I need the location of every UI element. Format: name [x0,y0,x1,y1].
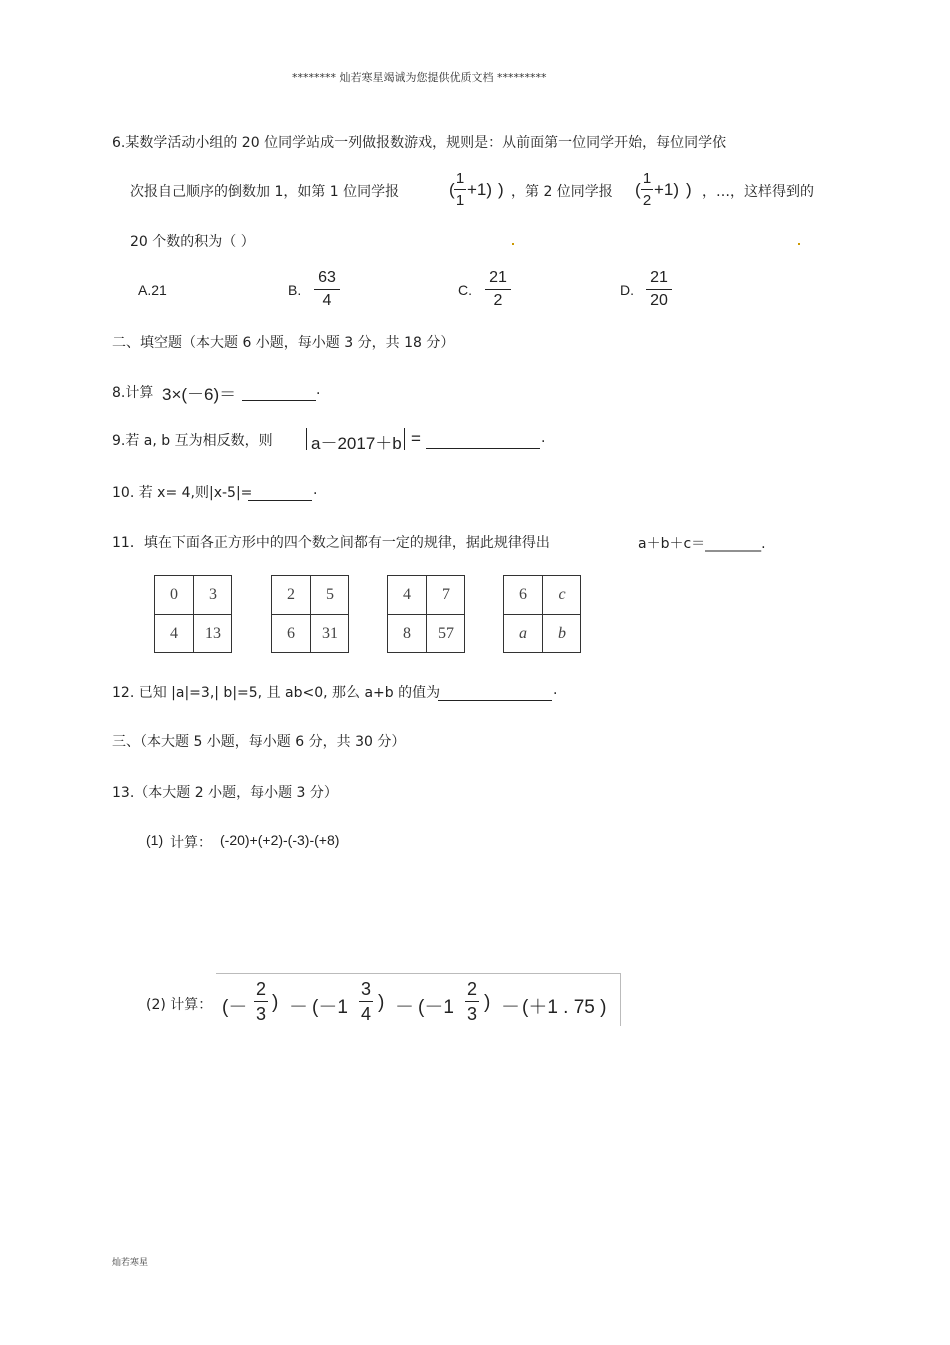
fraction-numerator: 3 [360,979,371,999]
q8-label: 8.计算 [112,385,154,401]
q6-line2b: ，第 2 位同学报 [511,184,613,200]
fraction-bar [454,189,466,190]
square-cell: 31 [322,625,338,642]
q6-option-d-num: 21 [650,269,668,286]
square-cell: 3 [209,586,217,603]
q12-period: . [553,682,558,698]
q6-f2-num: 1 [642,170,652,187]
q9-equals: = [411,429,421,448]
q6-f1-fraction [454,171,466,208]
q6-option-c-fraction [485,270,511,309]
fraction-denominator: 3 [255,1004,266,1024]
square-cell: 8 [403,625,411,642]
q13-p2-minus2: － [395,997,415,1018]
q12-text: 12. 已知 |a|=3,| b|=5, 且 ab<0, 那么 a+b 的值为 [112,685,441,701]
number-square-4 [503,575,581,653]
q12-answer-blank[interactable] [438,684,552,705]
q6-f1-num: 1 [455,170,465,187]
q13-p2-open3: (－1 [418,997,454,1018]
q13-p2-open1: (－ [222,997,248,1018]
q13-p2-close2: ) [378,992,385,1013]
q9-period: . [541,430,546,446]
stray-dot [798,243,800,245]
q6-option-b-label: B. [288,282,302,298]
q13-p2-close3: ) [484,992,491,1013]
number-square-2 [271,575,349,653]
square-cell: 0 [170,586,178,603]
square-cell: c [558,586,566,603]
q6-option-c-den: 2 [493,292,503,309]
q13-part2-box-top [216,973,620,974]
square-cell: 6 [519,586,527,603]
q6-f2-close: ) [686,180,692,199]
q6-line1: 6.某数学活动小组的 20 位同学站成一列做报数游戏，规则是：从前面第一位同学开始，每位同学依 [112,135,727,151]
q6-line2a: 次报自己顺序的倒数加 1，如第 1 位同学报 [130,184,400,200]
q13-p2-minus3: － [501,997,521,1018]
q13-part1-text: 计算： [170,835,212,851]
fraction-bar [465,1001,479,1002]
q6-option-c-num: 21 [489,269,507,286]
q6-f1-rest: +1) [467,180,493,199]
q9-label: 9.若 a, b 互为相反数，则 [112,433,273,449]
square-cell: 57 [438,625,454,642]
fraction-bar [485,289,511,290]
fraction-denominator: 3 [466,1004,477,1024]
number-square-1 [154,575,232,653]
q9-abs-bar-right [404,428,405,450]
q13-p2-fraction3 [465,980,479,1023]
q6-line3: 20 个数的积为（ ） [130,234,255,250]
q13-p2-minus1: － [289,997,309,1018]
q13-p2-open2: (－1 [312,997,348,1018]
fraction-bar [646,289,672,290]
fraction-bar [641,189,653,190]
q6-f1-den: 1 [455,192,465,209]
q6-f2-den: 2 [642,192,652,209]
q6-f2-fraction [641,171,653,208]
square-cell: 5 [326,586,334,603]
q13-part1-expression: (-20)+(+2)-(-3)-(+8) [220,832,340,848]
q11-expression: a＋b＋c＝________. [638,536,766,552]
page-header: ******** 灿若寒星竭诚为您提供优质文档 ********* [292,71,547,84]
q6-option-b-den: 4 [322,292,332,309]
q8-answer-blank[interactable] [242,383,316,405]
q13-p2-open4: (＋1 . 75 ) [522,997,607,1018]
q8-expression: 3×(－6)＝ [162,385,237,404]
section-3-heading: 三、（本大题 5 小题，每小题 6 分，共 30 分） [112,734,406,750]
q13-p2-fraction1 [254,980,268,1023]
fraction-bar [314,289,340,290]
section-2-heading: 二、填空题（本大题 6 小题，每小题 3 分，共 18 分） [112,335,455,351]
square-cell: 13 [205,625,221,642]
fraction-bar [359,1001,373,1002]
square-cell: 4 [403,586,411,603]
q6-f2-rest: +1) [654,180,680,199]
q10-answer-blank[interactable] [248,484,312,505]
q13-p2-close1: ) [272,992,279,1013]
q6-option-a: A.21 [138,282,167,298]
q13-part2-label: (2) 计算： [146,997,213,1013]
q10-period: . [313,482,318,498]
square-cell: 6 [287,625,295,642]
q11-text: 11．填在下面各正方形中的四个数之间都有一定的规律，据此规律得出 [112,535,550,551]
fraction-bar [254,1001,268,1002]
q6-line2c: ，…，这样得到的 [702,184,814,200]
q9-answer-blank[interactable] [426,431,540,453]
stray-dot [512,243,514,245]
q6-option-c-label: C. [458,282,472,298]
q8-period: . [316,382,321,398]
number-square-3 [387,575,465,653]
fraction-numerator: 2 [466,979,477,999]
q6-f2-open: ( [635,180,641,199]
square-cell: 4 [170,625,178,642]
q13-p2-fraction2 [359,980,373,1023]
page-footer: 灿若寒星 [112,1258,149,1268]
q6-option-d-den: 20 [650,292,668,309]
q6-option-d-fraction [646,270,672,309]
square-cell: 2 [287,586,295,603]
fraction-denominator: 4 [360,1004,371,1024]
square-cell: a [519,625,527,642]
q6-option-b-num: 63 [318,269,336,286]
q13-part2-box-right [620,973,621,1026]
q6-f1-close: ) [498,180,504,199]
q9-abs-bar-left [306,428,307,450]
q13-part1-label: (1) [146,832,164,848]
fraction-numerator: 2 [255,979,266,999]
q6-option-d-label: D. [620,282,634,298]
square-cell: b [558,625,566,642]
q6-option-b-fraction [314,270,340,309]
q13-text: 13.（本大题 2 小题，每小题 3 分） [112,785,338,801]
square-cell: 7 [442,586,450,603]
q9-expression: a－2017＋b [311,434,402,453]
q6-f1-open: ( [449,180,455,199]
q10-text: 10. 若 x= 4,则|x-5|= [112,485,253,501]
